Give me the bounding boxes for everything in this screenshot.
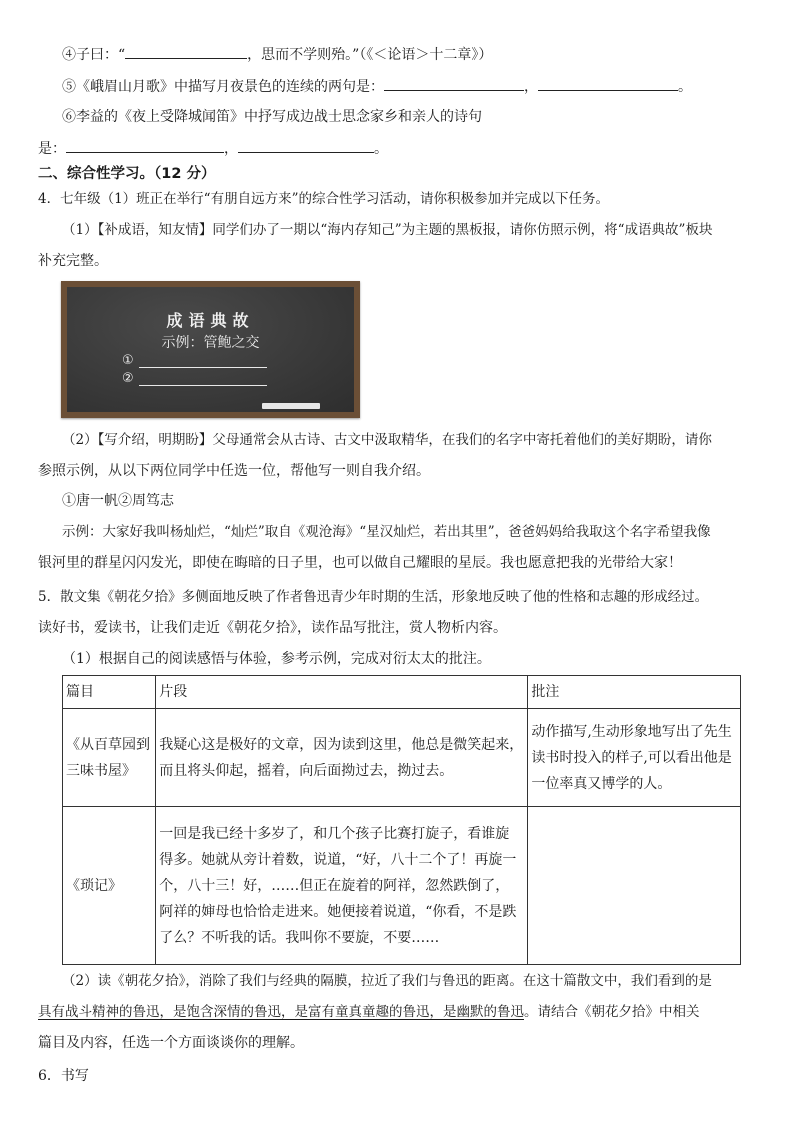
cell-line: 得多。她就从旁计着数，说道，“好，八十二个了！再旋一 (159, 851, 517, 868)
table-row (63, 709, 741, 807)
cell-line: 阿祥的婶母也恰恰走进来。她便接着说道，“你看，不是跌 (159, 903, 517, 920)
excerpt-cell (156, 807, 528, 965)
q6-title: 6．书写 (38, 1068, 89, 1084)
q3-item6-prefix: 是： (38, 141, 66, 157)
header-cell: 片段 (156, 676, 528, 709)
board-blank-1 (139, 367, 267, 368)
q3-item6-suffix: 。 (374, 141, 388, 157)
q5-task2-line1: （2）读《朝花夕拾》，消除了我们与经典的隔膜，拉近了我们与鲁迅的距离。在这十篇散文中，我们看到的是 (62, 973, 712, 989)
title-cell (63, 709, 156, 807)
cell-line: 动作描写,生动形象地写出了先生 (531, 723, 732, 740)
q3-item4-suffix: ，思而不学则殆。”（《＜论语＞十二章》） (247, 47, 493, 63)
note-answer-cell[interactable] (528, 807, 741, 965)
q5-intro-line2: 读好书，爱读书，让我们走近《朝花夕拾》，读作品写批注，赏人物析内容。 (38, 620, 507, 636)
cell-line: 我疑心这是极好的文章，因为读到这里，他总是微笑起来， (159, 736, 524, 753)
q3-item5-prefix: ⑤《峨眉山月歌》中描写月夜景色的连续的两句是： (62, 79, 384, 95)
board-item-1: ① (122, 353, 134, 368)
q5-task2-line2-rest: 。请结合《朝花夕拾》中相关 (524, 1004, 700, 1020)
q4-intro: 4．七年级（1）班正在举行“有朋自远方来”的综合性学习活动，请你积极参加并完成以下任务。 (38, 191, 609, 207)
q3-item5-suffix: 。 (678, 79, 692, 95)
cell-line: 三味书屋》 (66, 762, 136, 779)
q4-names: ①唐一帆②周笃志 (62, 493, 174, 509)
board-blank-2 (139, 385, 267, 386)
cell-line: 个，八十三！好，……但正在旋着的阿祥，忽然跌倒了， (159, 877, 510, 894)
excerpt-cell (156, 709, 528, 807)
separator: ， (224, 141, 238, 157)
q4-example-line1: 示例：大家好我叫杨灿烂，“灿烂”取自《观沧海》“星汉灿烂，若出其里”，爸爸妈妈给我取这个名字希望我像 (62, 524, 711, 540)
q4-task2-line1: （2）【写介绍，明期盼】父母通常会从古诗、古文中汲取精华，在我们的名字中寄托着他们的美好期盼，请你 (62, 432, 712, 448)
q4-task1-line2: 补充完整。 (38, 253, 108, 269)
answer-blank[interactable] (538, 76, 678, 91)
q3-item6-answer (38, 138, 756, 159)
q5-intro-line1: 5．散文集《朝花夕拾》多侧面地反映了作者鲁迅青少年时期的生活，形象地反映了他的性格和志趣的形成经过。 (38, 589, 709, 605)
q4-task2-line2: 参照示例，从以下两位同学中任选一位，帮他写一则自我介绍。 (38, 463, 430, 479)
cell-line: 一位率真又博学的人。 (531, 775, 672, 792)
chalk-piece (262, 403, 320, 409)
answer-blank[interactable] (66, 138, 224, 153)
title-cell: 《琐记》 (63, 807, 156, 965)
answer-blank[interactable] (384, 76, 524, 91)
cell-line: 读书时投入的样子,可以看出他是 (531, 749, 732, 766)
q3-item5 (62, 76, 756, 97)
section-heading: 二、综合性学习。（12 分） (38, 166, 216, 182)
chalkboard-surface (67, 287, 354, 412)
q3-item4 (62, 44, 756, 65)
q3-item6: ⑥李益的《夜上受降城闻笛》中抒写成边战士思念家乡和亲人的诗句 (62, 109, 482, 125)
q5-task2-line3: 篇目及内容，任选一个方面谈谈你的理解。 (38, 1035, 304, 1051)
underlined-text: 具有战斗精神的鲁迅，是饱含深情的鲁迅，是富有童真童趣的鲁迅，是幽默的鲁迅 (38, 1004, 524, 1020)
q5-task2-line2 (38, 1002, 756, 1022)
q3-item4-prefix: ④子曰：“ (62, 47, 126, 63)
q4-task1-line1: （1）【补成语，知友情】同学们办了一期以“海内存知己”为主题的黑板报，请你仿照示例，将“成语典故”板块 (62, 222, 713, 238)
cell-line: 一回是我已经十多岁了，和几个孩子比赛打旋子，看谁旋 (159, 825, 510, 842)
chalkboard-image (61, 281, 360, 418)
cell-line: 而且将头仰起，摇着，向后面拗过去，拗过去。 (159, 762, 454, 779)
cell-line: 了么？不听我的话。我叫你不要旋，不要…… (159, 929, 440, 946)
note-cell (528, 709, 741, 807)
header-cell: 篇目 (63, 676, 156, 709)
board-item-2: ② (122, 371, 134, 386)
table-row (63, 807, 741, 965)
answer-blank[interactable] (238, 138, 374, 153)
q5-task1: （1）根据自己的阅读感悟与体验，参考示例，完成对衍太太的批注。 (62, 651, 491, 667)
cell-line: 《从百草园到 (66, 736, 150, 753)
q4-example-line2: 银河里的群星闪闪发光，即使在晦暗的日子里，也可以做自己耀眼的星辰。我也愿意把我的光带给大家！ (38, 555, 682, 571)
annotation-table (62, 675, 741, 965)
header-cell: 批注 (528, 676, 741, 709)
board-example: 示例：管鲍之交 (161, 335, 260, 351)
table-header-row (63, 676, 741, 709)
board-title: 成语典故 (166, 311, 255, 330)
answer-blank[interactable] (125, 44, 247, 59)
separator: ， (524, 79, 538, 95)
